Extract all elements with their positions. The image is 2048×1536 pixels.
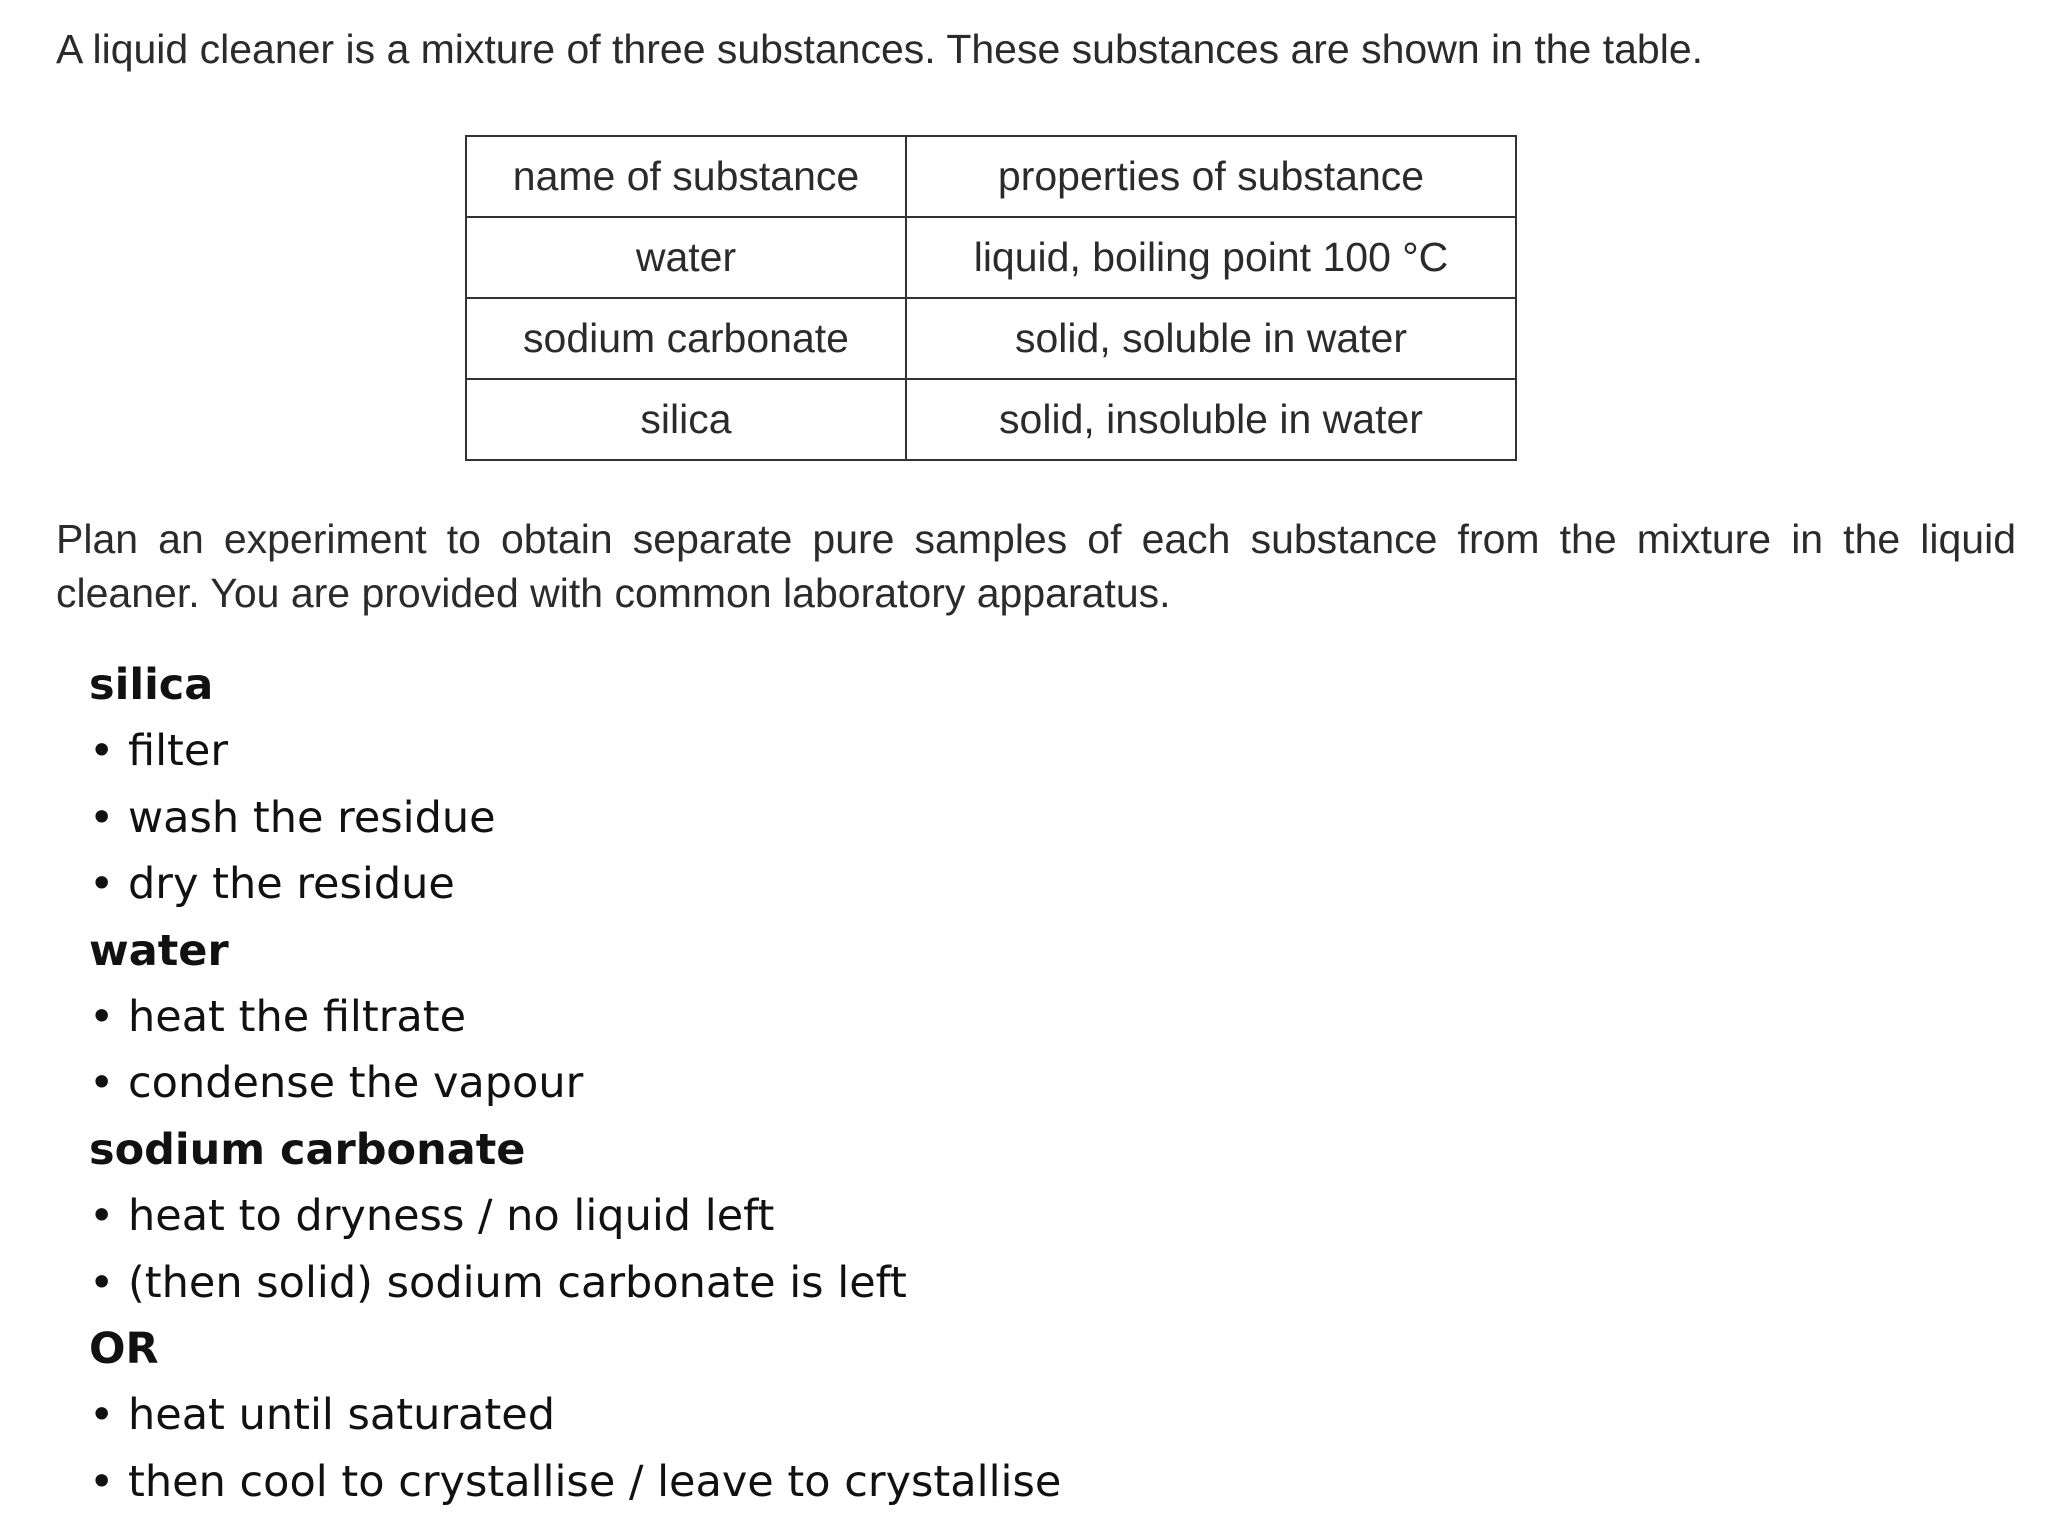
bullet-icon: • — [89, 1456, 115, 1507]
list-item — [89, 785, 1061, 851]
bullet-icon: • — [89, 1058, 115, 1109]
table-row — [466, 379, 1516, 460]
question-intro: A liquid cleaner is a mixture of three substances. These substances are shown in the table. — [56, 26, 1704, 72]
table-row — [466, 298, 1516, 379]
bullet-icon: • — [89, 1257, 115, 1308]
bullet-icon: • — [89, 726, 115, 777]
list-item — [89, 1050, 1061, 1116]
bullet-icon: • — [89, 859, 115, 910]
table-row — [466, 217, 1516, 298]
list-item-text: heat until saturated — [128, 1390, 556, 1441]
list-item — [89, 1183, 1061, 1249]
list-item-text: then cool to crystallise / leave to crystallise — [128, 1456, 1062, 1507]
table-header-name: name of substance — [466, 136, 906, 217]
list-item-text: heat the filtrate — [128, 991, 467, 1042]
section-heading-or: OR — [89, 1323, 159, 1374]
bullet-icon: • — [89, 792, 115, 843]
table-cell-name: silica — [466, 379, 906, 460]
list-item-text: (then solid) sodium carbonate is left — [128, 1257, 907, 1308]
table-header-properties: properties of substance — [906, 136, 1516, 217]
table-cell-properties: liquid, boiling point 100 °C — [906, 217, 1516, 298]
section-heading-sodium-carbonate: sodium carbonate — [89, 1124, 526, 1175]
table-cell-properties: solid, soluble in water — [906, 298, 1516, 379]
answer-scheme — [89, 652, 1061, 1515]
list-item — [89, 1382, 1061, 1448]
table-header-row — [466, 136, 1516, 217]
list-item — [89, 851, 1061, 917]
list-item — [89, 1449, 1061, 1515]
list-item-text: condense the vapour — [128, 1058, 584, 1109]
list-item-text: filter — [128, 726, 229, 777]
table-cell-name: water — [466, 217, 906, 298]
question-plan: Plan an experiment to obtain separate pure samples of each substance from the mixture in the liquid cleaner. You are provided with common laboratory apparatus. — [56, 516, 2016, 616]
list-item — [89, 984, 1061, 1050]
list-item-text: heat to dryness / no liquid left — [128, 1191, 775, 1242]
section-heading-silica: silica — [89, 660, 214, 710]
list-item — [89, 1250, 1061, 1316]
list-item-text: dry the residue — [128, 859, 455, 910]
table-cell-properties: solid, insoluble in water — [906, 379, 1516, 460]
bullet-icon: • — [89, 991, 115, 1042]
list-item-text: wash the residue — [128, 792, 496, 843]
bullet-icon: • — [89, 1191, 115, 1242]
table-cell-name: sodium carbonate — [466, 298, 906, 379]
bullet-icon: • — [89, 1390, 115, 1441]
section-heading-water: water — [89, 925, 229, 976]
substance-table — [465, 135, 1517, 461]
list-item — [89, 718, 1061, 784]
